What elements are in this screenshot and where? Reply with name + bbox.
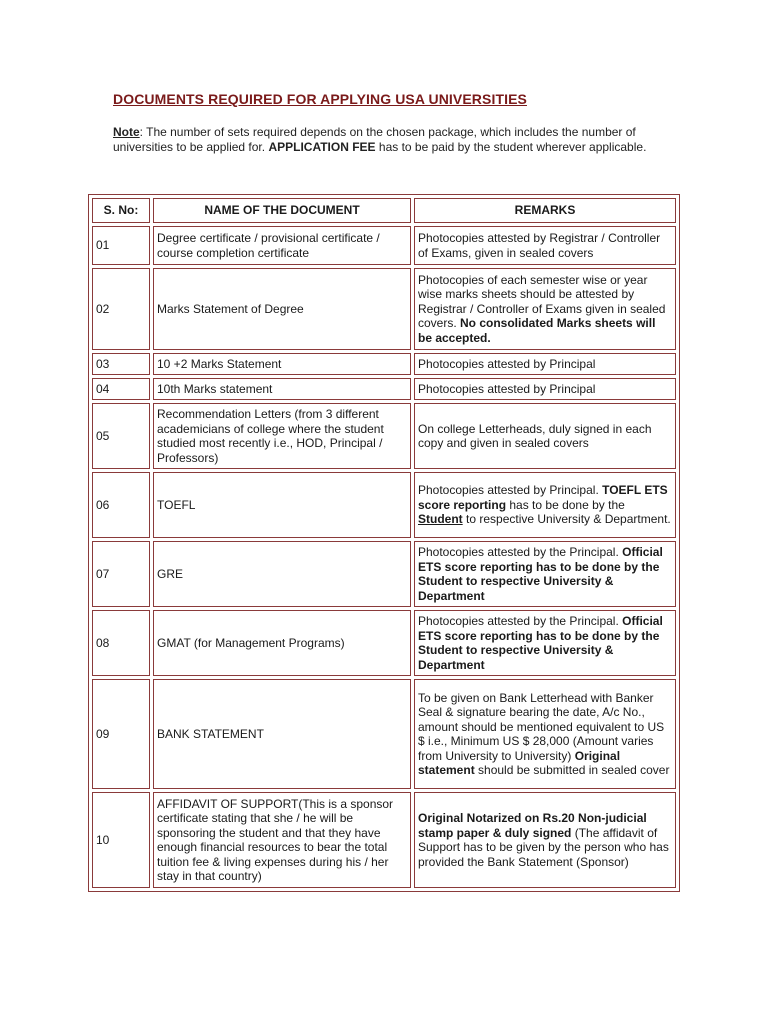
- remark-text: (The affidavit of Support has to be given by the person who has provided the Bank Statement (Sponsor): [418, 825, 669, 869]
- row-document-name: GRE: [153, 541, 411, 607]
- table-row: [92, 472, 676, 538]
- row-sno: 10: [92, 792, 150, 888]
- table-row: [92, 353, 676, 375]
- table-row: [92, 226, 676, 265]
- row-sno: 08: [92, 610, 150, 676]
- note-label: Note: [113, 125, 140, 139]
- remark-bold-text: Original Notarized on Rs.20 Non-judicial stamp paper & duly signed: [418, 811, 647, 840]
- remark-text: Photocopies attested by Principal: [418, 356, 596, 371]
- row-remarks: [414, 792, 676, 888]
- table-row: [92, 378, 676, 400]
- remark-text: To be given on Bank Letterhead with Banker Seal & signature bearing the date, A/c No., amount should be mentioned equivalent to US $ i.e., Minimum US $ 28,000 (Amount varies from University to University): [418, 690, 665, 763]
- application-fee-text: APPLICATION FEE: [268, 140, 376, 154]
- documents-table: [88, 194, 680, 892]
- row-sno: 04: [92, 378, 150, 400]
- row-remarks: [414, 378, 676, 400]
- row-document-name: Recommendation Letters (from 3 different academicians of college where the student studied most recently i.e., HOD, Principal / Professors): [153, 403, 411, 469]
- table-row: [92, 541, 676, 607]
- remark-text: has to be done by the: [506, 497, 625, 512]
- remark-text: Photocopies attested by Principal: [418, 381, 596, 396]
- table-row: [92, 610, 676, 676]
- table-row: [92, 792, 676, 888]
- row-sno: 05: [92, 403, 150, 469]
- document-title: DOCUMENTS REQUIRED FOR APPLYING USA UNIVERSITIES: [113, 91, 527, 107]
- row-sno: 03: [92, 353, 150, 375]
- row-sno: 02: [92, 268, 150, 350]
- table-header-row: [92, 198, 676, 223]
- remark-bold-text: Original statement: [418, 748, 621, 777]
- row-remarks: [414, 541, 676, 607]
- note-text-end: has to be paid by the student wherever applicable.: [375, 140, 647, 154]
- row-remarks: [414, 268, 676, 350]
- row-document-name: GMAT (for Management Programs): [153, 610, 411, 676]
- row-sno: 06: [92, 472, 150, 538]
- remark-text: Photocopies of each semester wise or year wise marks sheets should be attested by Registrar / Controller of Exams given in sealed covers.: [418, 272, 666, 331]
- table-row: [92, 268, 676, 350]
- row-document-name: BANK STATEMENT: [153, 679, 411, 789]
- remark-text: Photocopies attested by the Principal.: [418, 614, 623, 628]
- row-remarks: [414, 679, 676, 789]
- remark-bold-text: Official ETS score reporting has to be done by the Student to respective University & Department: [418, 545, 663, 603]
- remark-text: Photocopies attested by Principal.: [418, 483, 603, 498]
- remark-text: Photocopies attested by the Principal.: [418, 545, 623, 559]
- row-document-name: TOEFL: [153, 472, 411, 538]
- remark-text: to respective University & Department.: [462, 512, 671, 527]
- note-text: : The number of sets required depends on the chosen package, which includes the number of universities to be applied for.: [113, 125, 636, 154]
- row-document-name: AFFIDAVIT OF SUPPORT(This is a sponsor certificate stating that she / he will be sponsoring the student and that they have enough financial resources to bear the total tuition fee & living expenses during his / her stay in that country): [153, 792, 411, 888]
- row-document-name: 10 +2 Marks Statement: [153, 353, 411, 375]
- row-sno: 09: [92, 679, 150, 789]
- remark-text: should be submitted in sealed cover: [474, 763, 670, 777]
- remark-bold-text: TOEFL ETS score reporting: [418, 483, 668, 512]
- table-row: [92, 679, 676, 789]
- remark-text: Photocopies attested by Registrar / Controller of Exams, given in sealed covers: [418, 231, 661, 260]
- remark-underlined-text: Student: [418, 512, 463, 527]
- header-document-name: NAME OF THE DOCUMENT: [153, 198, 411, 223]
- row-remarks: [414, 610, 676, 676]
- row-remarks: [414, 353, 676, 375]
- row-document-name: Degree certificate / provisional certificate / course completion certificate: [153, 226, 411, 265]
- row-sno: 01: [92, 226, 150, 265]
- row-document-name: Marks Statement of Degree: [153, 268, 411, 350]
- row-sno: 07: [92, 541, 150, 607]
- table-row: [92, 403, 676, 469]
- remark-bold-text: No consolidated Marks sheets will be accepted.: [418, 316, 656, 345]
- row-remarks: [414, 403, 676, 469]
- header-sno: S. No:: [92, 198, 150, 223]
- note-paragraph: [113, 125, 658, 155]
- row-remarks: [414, 226, 676, 265]
- remark-bold-text: Official ETS score reporting has to be done by the Student to respective University & Department: [418, 614, 663, 672]
- row-document-name: 10th Marks statement: [153, 378, 411, 400]
- row-remarks: [414, 472, 676, 538]
- header-remarks: REMARKS: [414, 198, 676, 223]
- remark-text: On college Letterheads, duly signed in each copy and given in sealed covers: [418, 421, 652, 450]
